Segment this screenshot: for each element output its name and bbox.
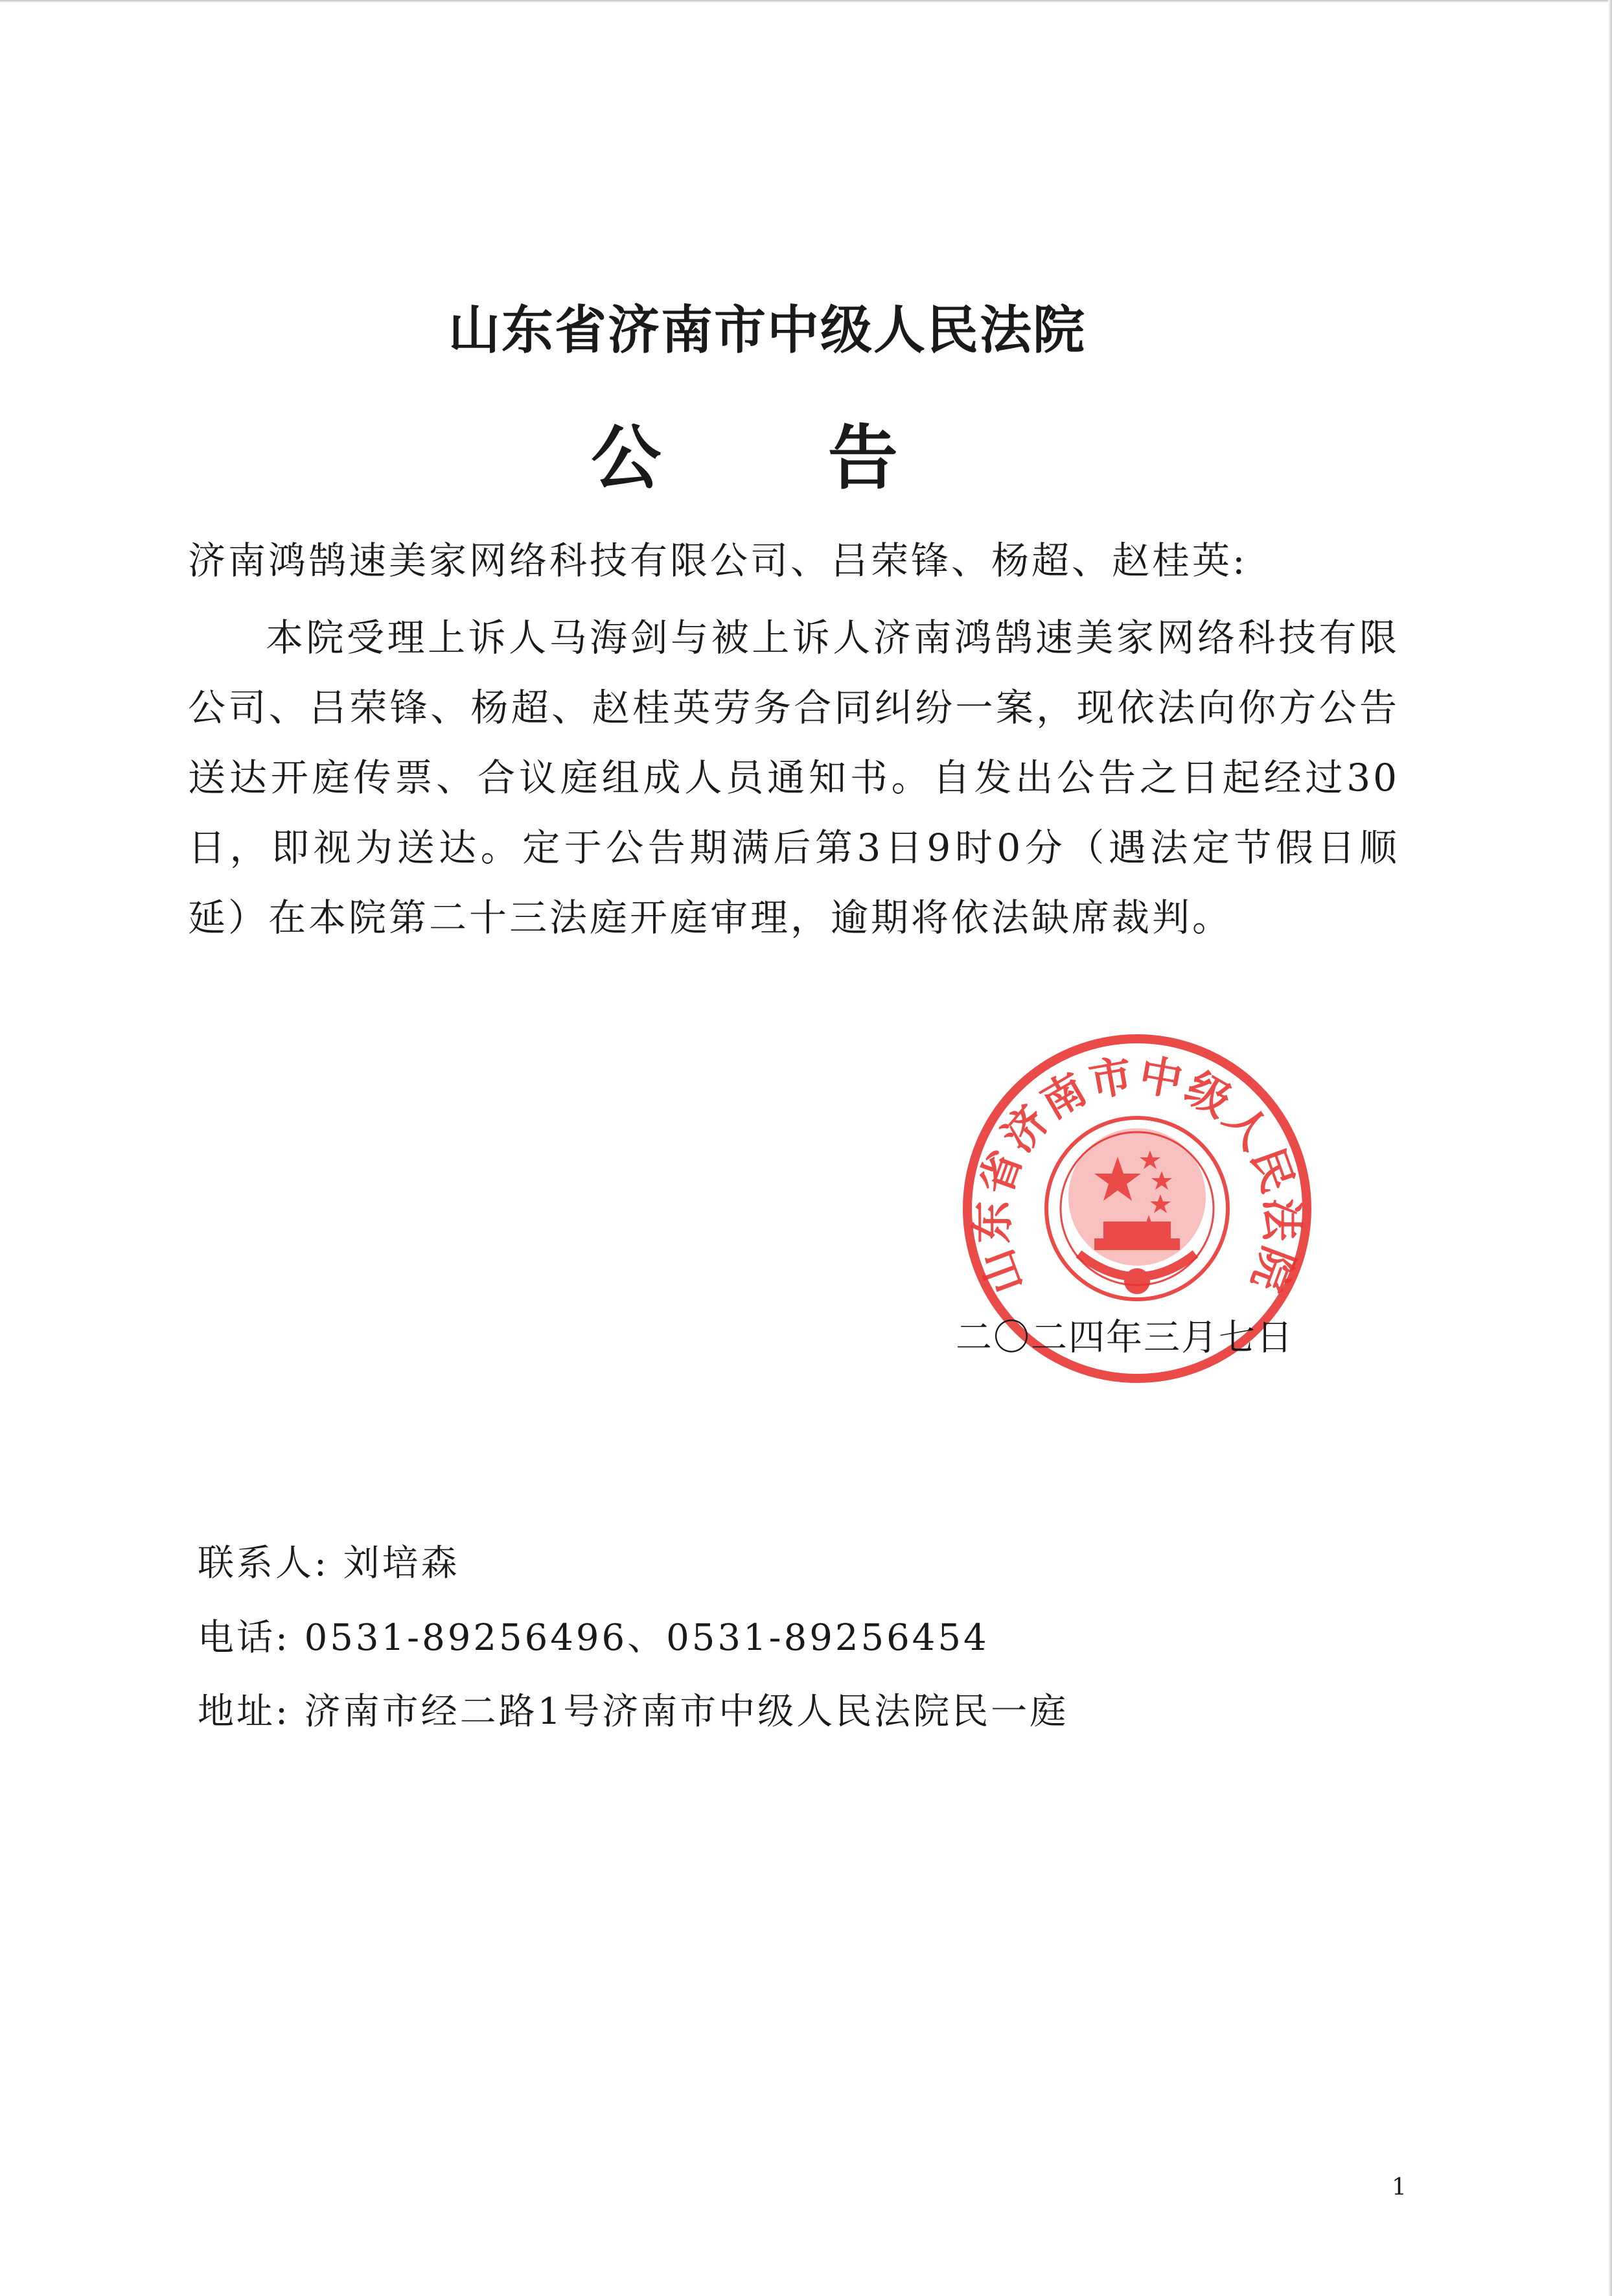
document-title: 公 告 [591,418,969,499]
notice-body-paragraph: 本院受理上诉人马海剑与被上诉人济南鸿鹄速美家网络科技有限公司、吕荣锋、杨超、赵桂英劳务合同纠纷一案，现依法向你方公告送达开庭传票、合议庭组成人员通知书。自发出公告之日起经过30日，即视为送达。定于公告期满后第3日9时0分（遇法定节假日顺延）在本院第二十三法庭开庭审理，逾期将依法缺席裁判。 [188,616,1399,940]
page-number: 1 [1392,2174,1407,2201]
contact-address: 地址: 济南市经二路1号济南市中级人民法院民一庭 [198,1691,1069,1733]
issue-date: 二〇二四年三月七日 [956,1317,1294,1359]
court-name-heading: 山东省济南市中级人民法院 [448,300,1086,360]
scan-edge-top [0,0,1612,3]
contact-person: 联系人: 刘培森 [198,1542,460,1584]
contact-phone: 电话: 0531-89256496、0531-89256454 [198,1617,989,1659]
seal-text: 山东省济南市中级人民法院 [967,1049,1307,1301]
addressee-line: 济南鸿鹄速美家网络科技有限公司、吕荣锋、杨超、赵桂英: [188,539,1248,583]
